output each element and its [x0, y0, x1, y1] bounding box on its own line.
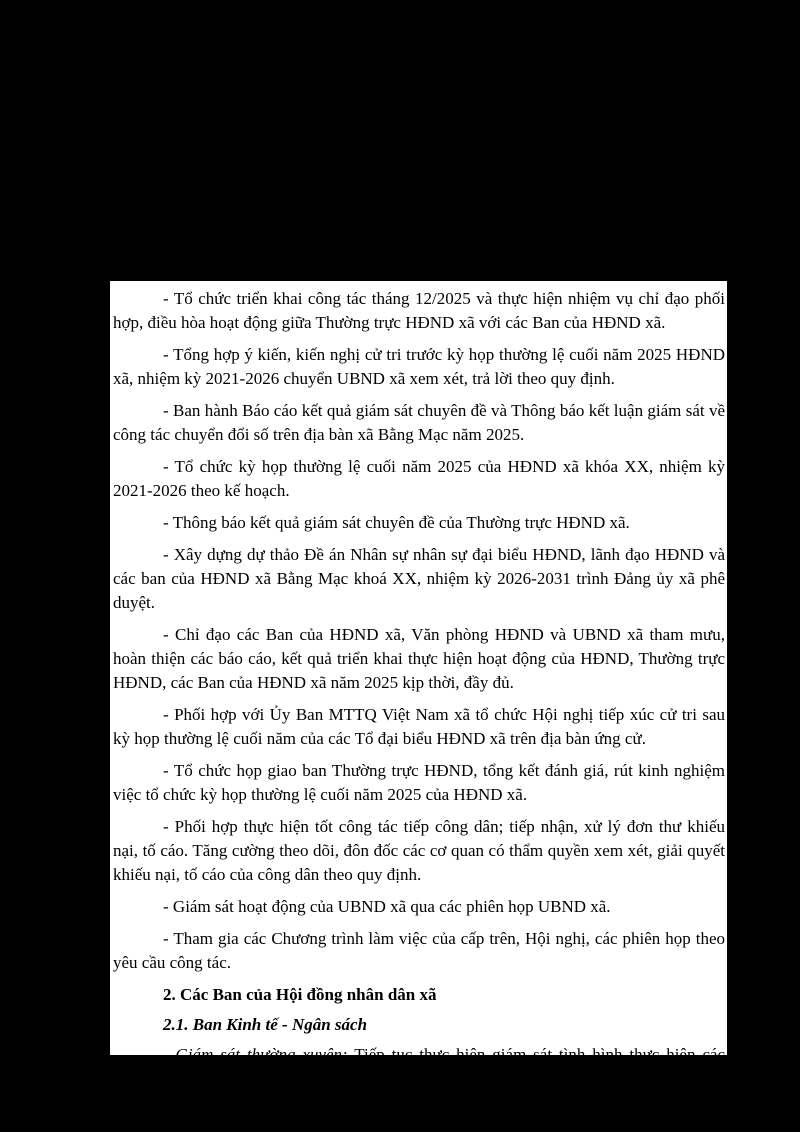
paragraph-supervision — [113, 1043, 725, 1115]
paragraph-8: - Phối hợp với Ủy Ban MTTQ Việt Nam xã tổ chức Hội nghị tiếp xúc cử tri sau kỳ họp thường lệ cuối năm của các Tổ đại biểu HĐND xã trên địa bàn ứng cử. — [113, 705, 725, 748]
paragraph-10: - Phối hợp thực hiện tốt công tác tiếp công dân; tiếp nhận, xử lý đơn thư khiếu nại, tố cáo. Tăng cường theo dõi, đôn đốc các cơ quan có thẩm quyền xem xét, giải quyết khiếu nại, tố cáo của công dân theo quy định. — [113, 817, 725, 884]
subsection-heading: 2.1. Ban Kinh tế - Ngân sách — [163, 1015, 368, 1034]
document-content — [113, 287, 725, 1123]
paragraph-5: - Thông báo kết quả giám sát chuyên đề của Thường trực HĐND xã. — [163, 513, 630, 532]
section-heading: 2. Các Ban của Hội đồng nhân dân xã — [163, 985, 437, 1004]
document-page — [110, 281, 727, 1112]
paragraph-lead: - Giám sát thường xuyên: — [163, 1045, 348, 1064]
paragraph-6: - Xây dựng dự thảo Đề án Nhân sự nhân sự đại biểu HĐND, lãnh đạo HĐND và các ban của HĐND xã Bằng Mạc khoá XX, nhiệm kỳ 2026-2031 trình Đảng ủy xã phê duyệt. — [113, 545, 725, 612]
paragraph-2: - Tổng hợp ý kiến, kiến nghị cử tri trước kỳ họp thường lệ cuối năm 2025 HĐND xã, nhiệm kỳ 2021-2026 chuyển UBND xã xem xét, trả lời theo quy định. — [113, 345, 725, 388]
paragraph-3: - Ban hành Báo cáo kết quả giám sát chuyên đề và Thông báo kết luận giám sát về công tác chuyển đổi số trên địa bàn xã Bằng Mạc năm 2025. — [113, 401, 725, 444]
paragraph-4: - Tổ chức kỳ họp thường lệ cuối năm 2025 của HĐND xã khóa XX, nhiệm kỳ 2021-2026 theo kế hoạch. — [113, 457, 725, 500]
paragraph-12: - Tham gia các Chương trình làm việc của cấp trên, Hội nghị, các phiên họp theo yêu cầu công tác. — [113, 929, 725, 972]
paragraph-7: - Chỉ đạo các Ban của HĐND xã, Văn phòng HĐND và UBND xã tham mưu, hoàn thiện các báo cáo, kết quả triển khai thực hiện hoạt động của HĐND, Thường trực HĐND, các Ban của HĐND xã năm 2025 kịp thời, đầy đủ. — [113, 625, 725, 692]
paragraph-11: - Giám sát hoạt động của UBND xã qua các phiên họp UBND xã. — [163, 897, 611, 916]
paragraph-1: - Tổ chức triển khai công tác tháng 12/2025 và thực hiện nhiệm vụ chỉ đạo phối hợp, điều hòa hoạt động giữa Thường trực HĐND xã với các Ban của HĐND xã. — [113, 289, 725, 332]
paragraph-9: - Tổ chức họp giao ban Thường trực HĐND, tổng kết đánh giá, rút kinh nghiệm việc tổ chức kỳ họp thường lệ cuối năm 2025 của HĐND xã. — [113, 761, 725, 804]
paragraph-body: Tiếp tục thực hiện giám sát tình hình thực hiện các nhiệm vụ trong các lĩnh vực kinh tế, ngân sách, giao thông, xây dựng, tài nguyên và môi trường; Giám sát việc UBND xã và các cơ quan chuyên môn giải quyết các kiến nghị — [113, 1045, 725, 1112]
